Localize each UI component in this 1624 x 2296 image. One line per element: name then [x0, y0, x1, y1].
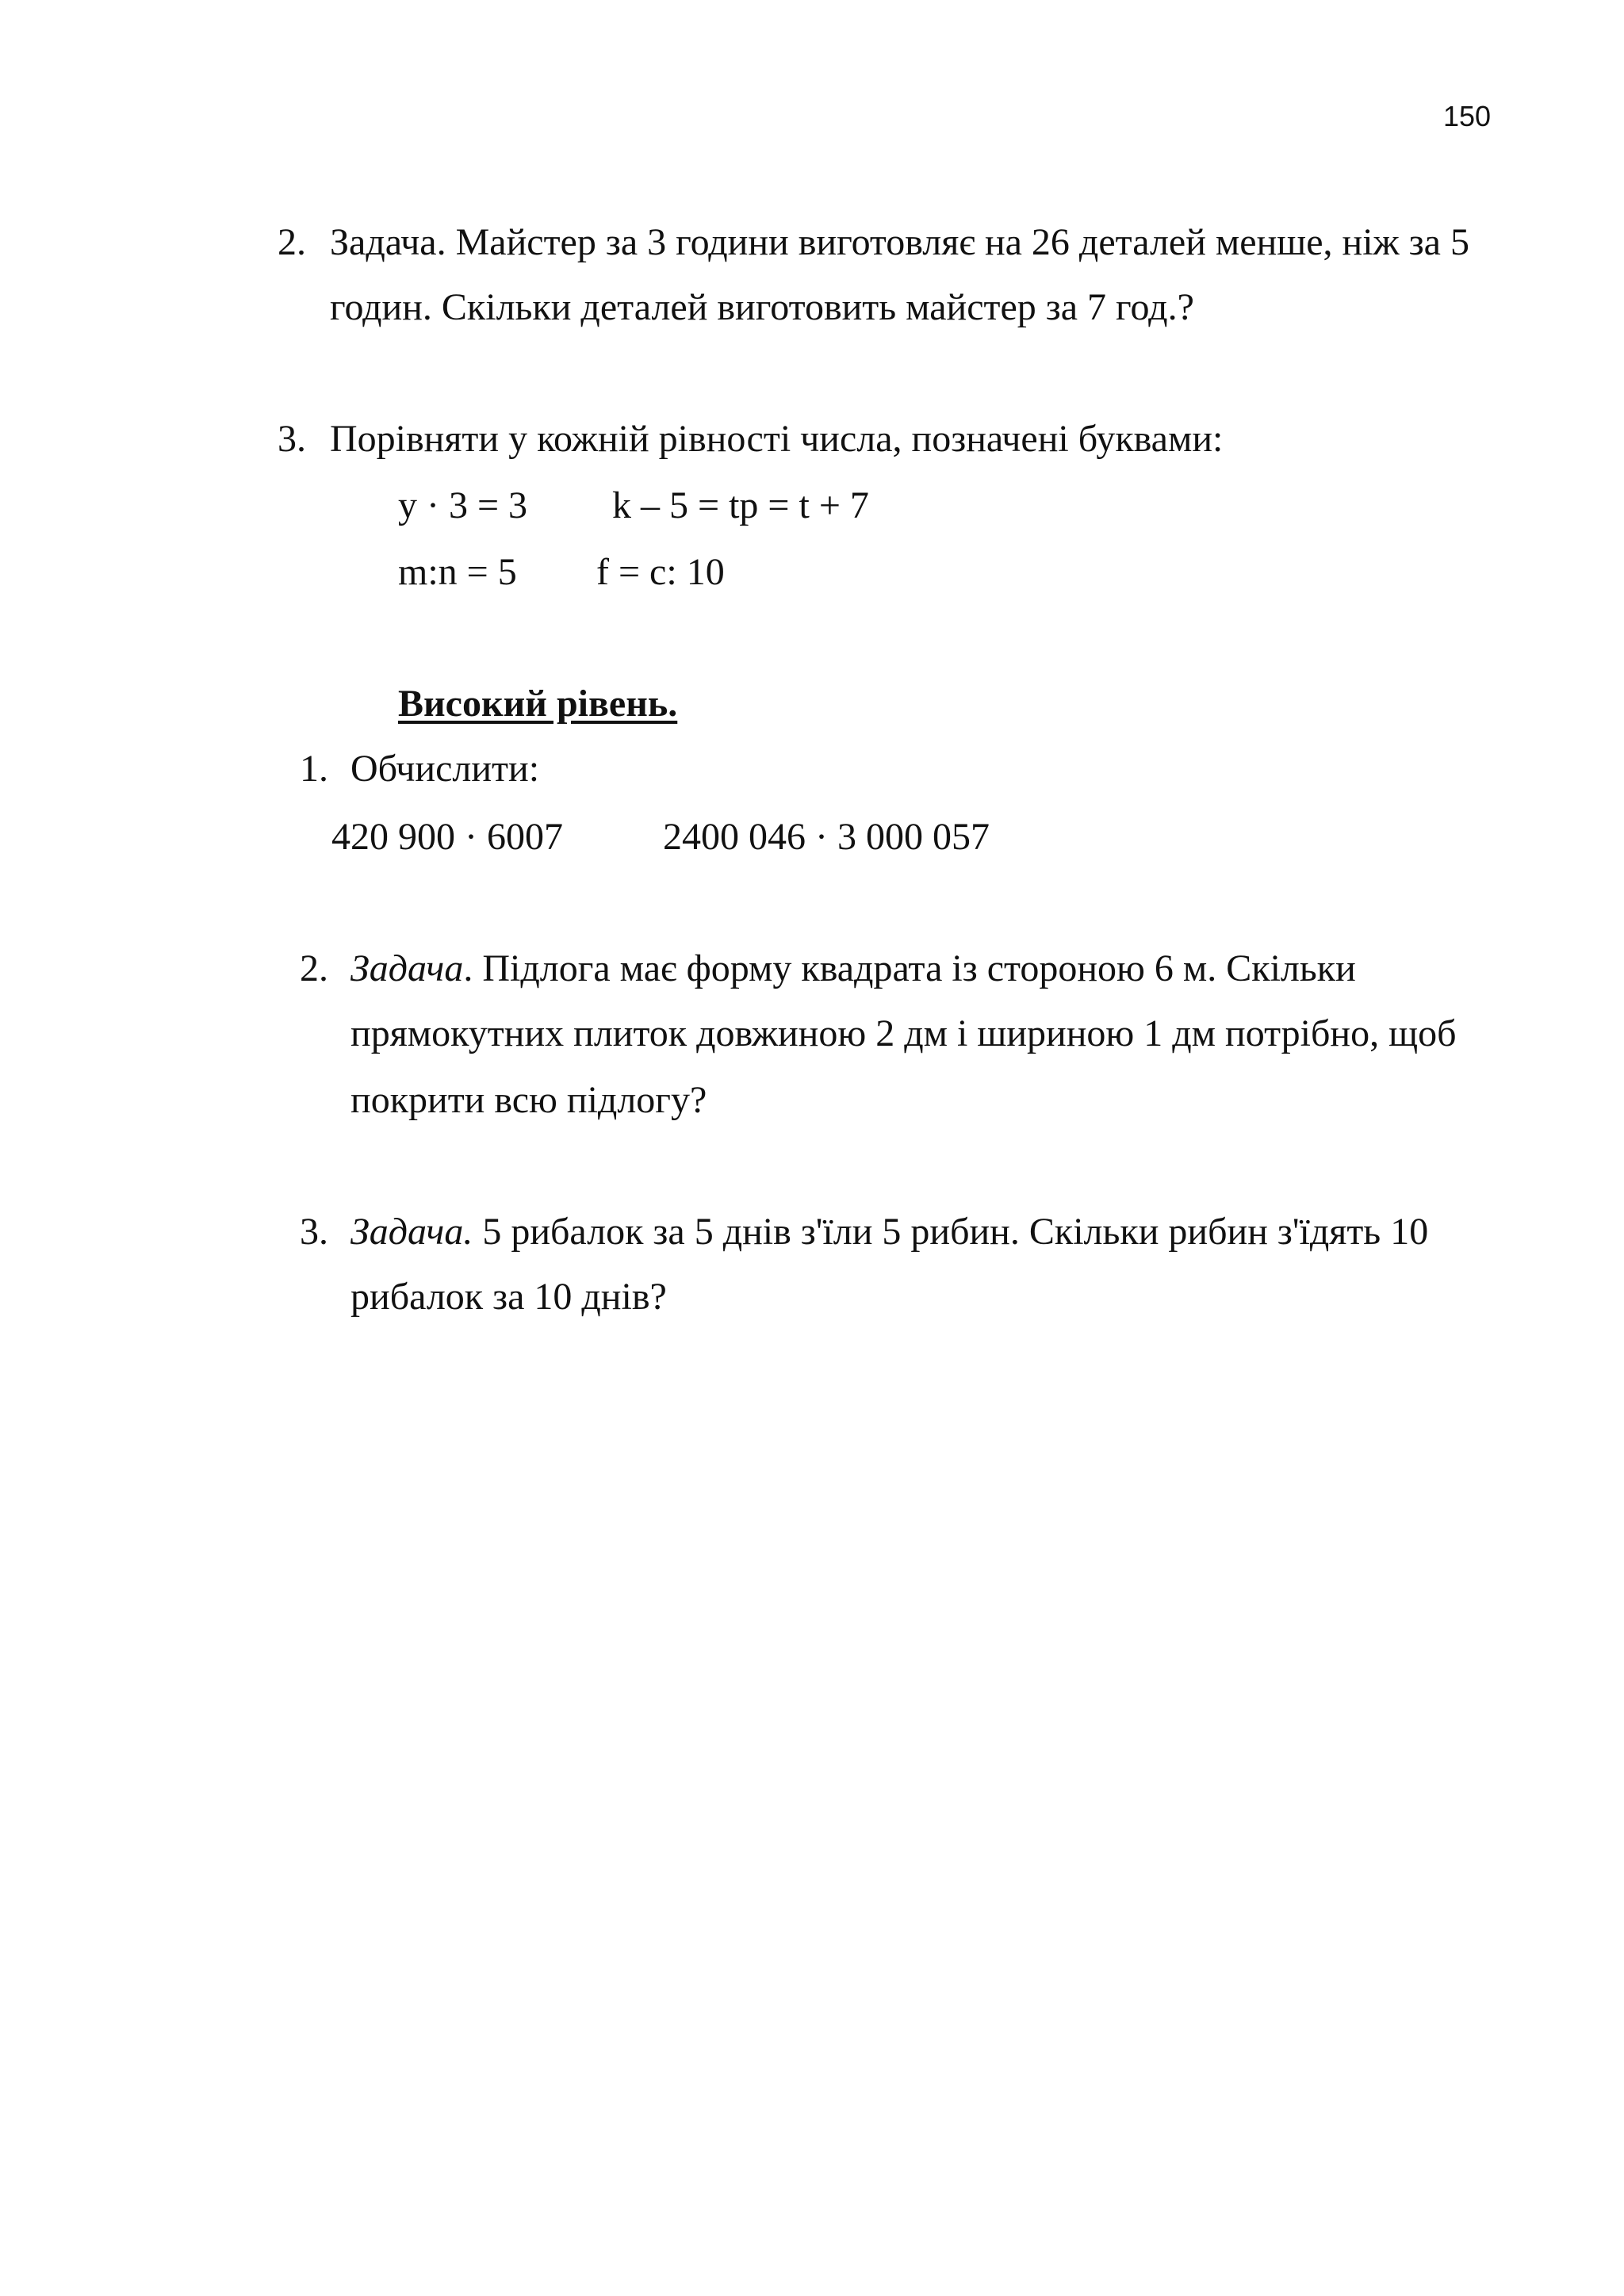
task-label-italic: Задача: [350, 947, 464, 989]
calc-expression-2: 2400 046 · 3 000 057: [663, 816, 990, 858]
high-task-3-line-1: [350, 1213, 1428, 1251]
task-2-number: 2.: [278, 221, 306, 263]
task-2-line-1: Задача. Майстер за 3 години виготовляє на 26 деталей менше, ніж за 5: [330, 221, 1469, 263]
high-task-2-line-2: прямокутних плиток довжиною 2 дм і шириною 1 дм потрібно, щоб: [350, 1012, 1457, 1054]
equation-y: y · 3 = 3: [398, 484, 528, 526]
equation-f: f = c: 10: [596, 551, 725, 593]
task-3-line-1: Порівняти у кожній рівності числа, позначені буквами:: [330, 418, 1224, 460]
high-task-3-line-1-text: 5 рибалок за 5 днів з'їли 5 рибин. Скільки рибин з'їдять 10: [473, 1211, 1429, 1253]
task-label-italic: Задача.: [350, 1211, 473, 1253]
high-task-1-number: 1.: [300, 748, 328, 790]
task-2-line-2: годин. Скільки деталей виготовить майстер за 7 год.?: [330, 286, 1194, 328]
high-task-2-number: 2.: [300, 947, 328, 989]
high-task-3-line-2: рибалок за 10 днів?: [350, 1276, 667, 1318]
section-heading-high-level: Високий рівень.: [398, 683, 678, 725]
equation-mn: m:n = 5: [398, 551, 517, 593]
high-task-1-label: Обчислити:: [350, 748, 540, 790]
high-task-2-line-1-text: . Підлога має форму квадрата із стороною 6 м. Скільки: [463, 947, 1356, 989]
equation-k: k – 5 = tp = t + 7: [612, 484, 869, 526]
high-task-2-line-1: [350, 947, 1356, 989]
task-3-number: 3.: [278, 418, 306, 460]
calc-expression-1: 420 900 · 6007: [331, 816, 563, 858]
high-task-2-line-3: покрити всю підлогу?: [350, 1079, 707, 1121]
page-number: 150: [1443, 100, 1492, 132]
high-task-3-number: 3.: [300, 1211, 328, 1253]
